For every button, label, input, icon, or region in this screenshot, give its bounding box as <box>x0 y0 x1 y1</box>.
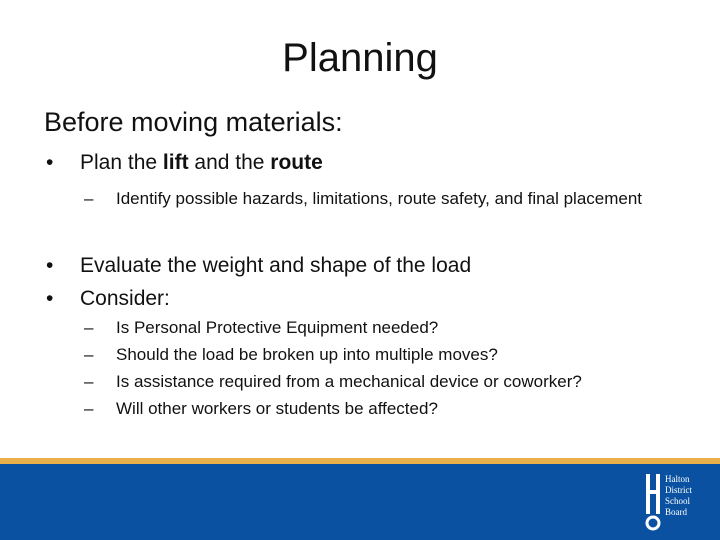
logo-wordmark <box>665 474 692 518</box>
bullet-marker: • <box>46 287 54 310</box>
bullet-consider <box>46 284 170 314</box>
sub-bullet-marker: – <box>84 189 94 208</box>
intro-text: Before moving materials: <box>44 107 343 137</box>
sub-bullet-marker: – <box>84 318 94 337</box>
sub-bullet-marker: – <box>84 372 94 391</box>
consideration-text: Should the load be broken up into multiple moves? <box>116 345 498 364</box>
bullet-marker: • <box>46 151 54 174</box>
sub-bullet-identify-text: Identify possible hazards, limitations, route safety, and final placement <box>116 189 643 208</box>
sub-bullet-marker: – <box>84 345 94 364</box>
bullet-evaluate-text: Evaluate the weight and shape of the load <box>80 254 472 277</box>
footer-band <box>0 464 720 540</box>
consideration-item <box>84 343 656 367</box>
bullet-marker: • <box>46 254 54 277</box>
logo-line: School <box>665 496 691 506</box>
bullet-evaluate <box>46 251 471 281</box>
consideration-item <box>84 370 656 394</box>
logo-line: Halton <box>665 474 690 484</box>
consideration-item <box>84 397 656 421</box>
consideration-text: Will other workers or students be affected? <box>116 399 438 418</box>
bullet-plan <box>46 148 323 178</box>
slide-title: Planning <box>282 36 438 80</box>
consideration-item <box>84 316 656 340</box>
consideration-text: Is assistance required from a mechanical device or coworker? <box>116 372 582 391</box>
logo-line: Board <box>665 507 687 517</box>
logo-line: District <box>665 485 692 495</box>
sub-bullet-identify <box>84 187 656 211</box>
bullet-plan-text: Plan the lift and the route <box>80 151 323 174</box>
sub-bullet-marker: – <box>84 399 94 418</box>
consideration-text: Is Personal Protective Equipment needed? <box>116 318 439 337</box>
bullet-consider-text: Consider: <box>80 287 170 310</box>
